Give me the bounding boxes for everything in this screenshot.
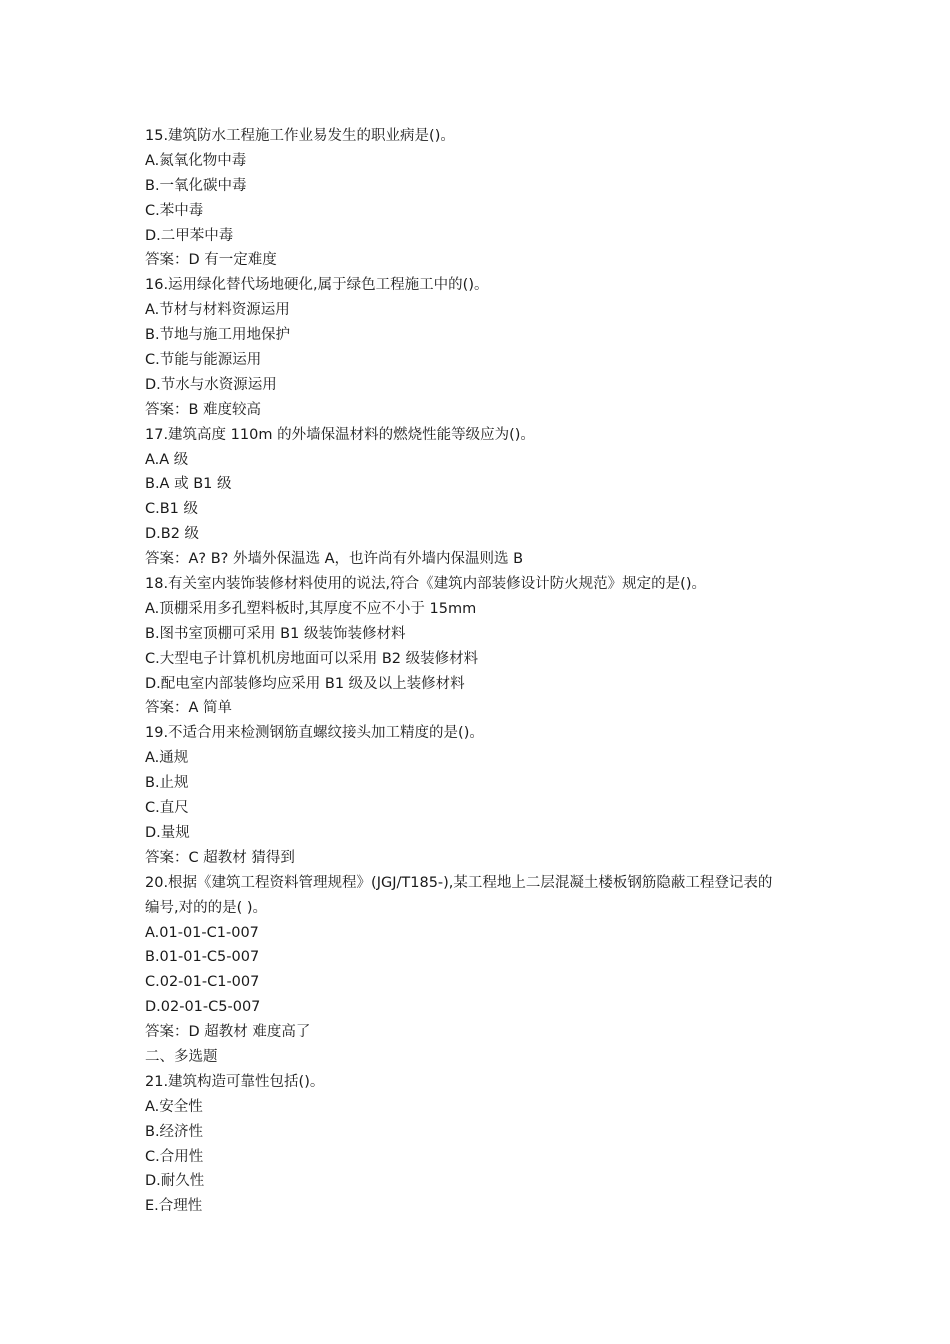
question-16: 16.运用绿化替代场地硬化,属于绿色工程施工中的()。 [145, 277, 489, 294]
option-20-c: C.02-01-C1-007 [145, 974, 260, 991]
option-21-c: C.合用性 [145, 1148, 204, 1165]
question-20-line-2: 编号,对的的是( )。 [145, 899, 268, 916]
question-18: 18.有关室内装饰装修材料使用的说法,符合《建筑内部装修设计防火规范》规定的是()。 [145, 576, 706, 593]
answer-15: 答案：D 有一定难度 [145, 252, 277, 269]
option-18-d: D.配电室内部装修均应采用 B1 级及以上装修材料 [145, 675, 465, 692]
option-17-a: A.A 级 [145, 451, 189, 468]
option-21-d: D.耐久性 [145, 1173, 205, 1190]
question-17: 17.建筑高度 110m 的外墙保温材料的燃烧性能等级应为()。 [145, 426, 535, 443]
question-20-line-1: 20.根据《建筑工程资料管理规程》(JGJ/T185-),某工程地上二层混凝土楼板钢筋隐蔽工程登记表的 [145, 874, 773, 891]
option-17-c: C.B1 级 [145, 501, 199, 518]
option-21-e: E.合理性 [145, 1198, 203, 1215]
option-19-c: C.直尺 [145, 800, 189, 817]
option-21-a: A.安全性 [145, 1098, 203, 1115]
option-19-a: A.通规 [145, 750, 189, 767]
document-content [145, 124, 825, 1219]
option-19-b: B.止规 [145, 775, 189, 792]
answer-18: 答案：A 简单 [145, 700, 233, 717]
answer-20: 答案：D 超教材 难度高了 [145, 1024, 311, 1041]
option-15-d: D.二甲苯中毒 [145, 227, 234, 244]
option-19-d: D.量规 [145, 824, 190, 841]
question-21: 21.建筑构造可靠性包括()。 [145, 1073, 325, 1090]
option-20-a: A.01-01-C1-007 [145, 924, 259, 941]
option-18-c: C.大型电子计算机机房地面可以采用 B2 级装修材料 [145, 650, 479, 667]
option-16-c: C.节能与能源运用 [145, 352, 262, 369]
question-19: 19.不适合用来检测钢筋直螺纹接头加工精度的是()。 [145, 725, 484, 742]
option-21-b: B.经济性 [145, 1123, 204, 1140]
option-18-b: B.图书室顶棚可采用 B1 级装饰装修材料 [145, 625, 406, 642]
option-15-a: A.氮氧化物中毒 [145, 152, 247, 169]
option-15-b: B.一氧化碳中毒 [145, 177, 247, 194]
option-20-b: B.01-01-C5-007 [145, 949, 260, 966]
option-20-d: D.02-01-C5-007 [145, 999, 261, 1016]
question-15: 15.建筑防水工程施工作业易发生的职业病是()。 [145, 128, 455, 144]
option-17-b: B.A 或 B1 级 [145, 476, 232, 493]
answer-19: 答案：C 超教材 猜得到 [145, 849, 295, 866]
option-17-d: D.B2 级 [145, 526, 200, 543]
section-heading-multiple-choice: 二、多选题 [145, 1048, 218, 1065]
option-16-a: A.节材与材料资源运用 [145, 302, 290, 319]
option-15-c: C.苯中毒 [145, 202, 204, 219]
option-16-b: B.节地与施工用地保护 [145, 327, 291, 344]
answer-17: 答案：A? B? 外墙外保温选 A，也许尚有外墙内保温则选 B [145, 551, 524, 568]
answer-16: 答案：B 难度较高 [145, 401, 262, 418]
option-18-a: A.顶棚采用多孔塑料板时,其厚度不应不小于 15mm [145, 600, 477, 617]
option-16-d: D.节水与水资源运用 [145, 376, 277, 393]
